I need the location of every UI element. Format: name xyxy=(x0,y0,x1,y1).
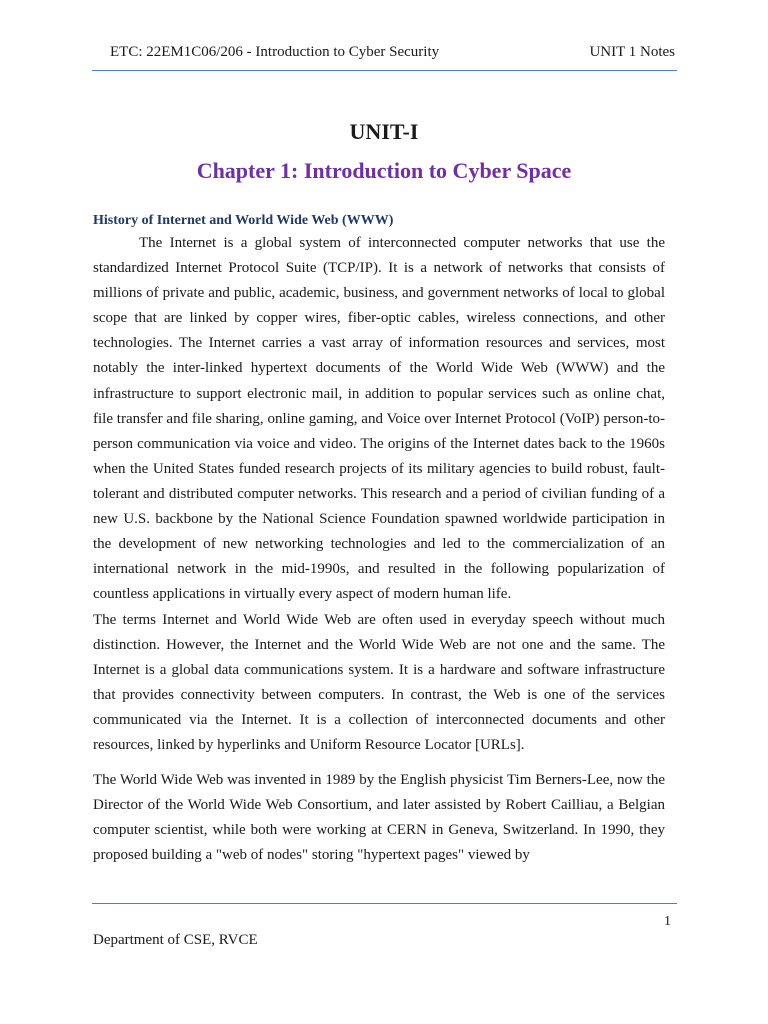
unit-title: UNIT-I xyxy=(349,119,419,144)
header-unit-label: UNIT 1 Notes xyxy=(589,44,675,60)
page-footer: Department of CSE, RVCE xyxy=(93,932,258,948)
chapter-title: Chapter 1: Introduction to Cyber Space xyxy=(196,158,572,183)
header-divider xyxy=(92,70,677,71)
body-paragraph: The terms Internet and World Wide Web are often used in everyday speech without much distinction. However, the Internet and the World Wide Web are not one and the same. The Internet is a global data communications system. It is a hardware and software infrastructure that provides connectivity between computers. In contrast, the Web is one of the services communicated via the Internet. It is a collection of interconnected documents and other resources, linked by hyperlinks and Uniform Resource Locator [URLs]. xyxy=(93,612,665,754)
page-number: 1 xyxy=(664,914,671,929)
page-header xyxy=(92,42,675,62)
body-paragraph: The World Wide Web was invented in 1989 by the English physicist Tim Berners-Lee, now the Director of the World Wide Web Consortium, and later assisted by Robert Cailliau, a Belgian computer scientist, while both were working at CERN in Geneva, Switzerland. In 1990, they proposed building a "web of nodes" storing "hypertext pages" viewed by xyxy=(93,772,665,864)
footer-divider xyxy=(92,903,677,904)
body-paragraph: The Internet is a global system of interconnected computer networks that use the standardized Internet Protocol Suite (TCP/IP). It is a network of networks that consists of millions of private and public, academic, business, and government networks of local to global scope that are linked by copper wires, fiber-optic cables, wireless connections, and other technologies. The Internet carries a vast array of information resources and services, most notably the inter-linked hypertext documents of the World Wide Web (WWW) and the infrastructure to support electronic mail, in addition to popular services such as online chat, file transfer and file sharing, online gaming, and Voice over Internet Protocol (VoIP) person-to-person communication via voice and video. The origins of the Internet dates back to the 1960s when the United States funded research projects of its military agencies to build robust, fault-tolerant and distributed computer networks. This research and a period of civilian funding of a new U.S. backbone by the National Science Foundation spawned worldwide participation in the development of new networking technologies and led to the commercialization of an international network in the mid-1990s, and resulted in the following popularization of countless applications in virtually every aspect of modern human life. xyxy=(93,235,665,603)
header-course-title: ETC: 22EM1C06/206 - Introduction to Cyber Security xyxy=(110,44,440,60)
section-heading: History of Internet and World Wide Web (WWW) xyxy=(93,213,394,228)
